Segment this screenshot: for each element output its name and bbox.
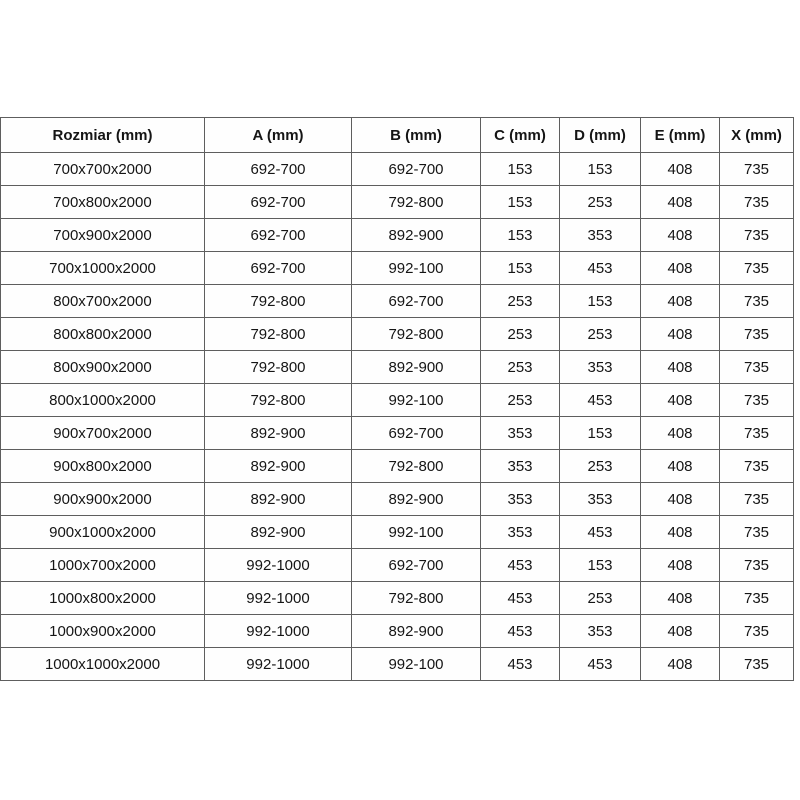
- table-cell: 992-100: [352, 384, 481, 417]
- header-row: [1, 118, 794, 153]
- table-cell: 692-700: [205, 186, 352, 219]
- table-cell: 792-800: [352, 318, 481, 351]
- table-cell: 735: [720, 186, 794, 219]
- table-cell: 153: [560, 549, 641, 582]
- table-row: [1, 186, 794, 219]
- table-cell: 900x900x2000: [1, 483, 205, 516]
- table-cell: 253: [481, 351, 560, 384]
- table-cell: 408: [641, 318, 720, 351]
- table-row: [1, 582, 794, 615]
- table-cell: 735: [720, 417, 794, 450]
- table-cell: 692-700: [205, 252, 352, 285]
- table-cell: 153: [481, 186, 560, 219]
- table-cell: 892-900: [205, 417, 352, 450]
- table-row: [1, 417, 794, 450]
- table-row: [1, 252, 794, 285]
- table-cell: 353: [481, 417, 560, 450]
- table-row: [1, 615, 794, 648]
- table-cell: 800x900x2000: [1, 351, 205, 384]
- table-cell: 692-700: [352, 417, 481, 450]
- table-cell: 735: [720, 318, 794, 351]
- table-cell: 353: [481, 450, 560, 483]
- table-cell: 408: [641, 351, 720, 384]
- table-cell: 692-700: [352, 285, 481, 318]
- table-cell: 735: [720, 153, 794, 186]
- table-cell: 992-1000: [205, 549, 352, 582]
- table-cell: 408: [641, 153, 720, 186]
- table-cell: 800x1000x2000: [1, 384, 205, 417]
- table-cell: 1000x700x2000: [1, 549, 205, 582]
- table-cell: 453: [560, 384, 641, 417]
- table-cell: 408: [641, 450, 720, 483]
- table-cell: 735: [720, 483, 794, 516]
- table-row: [1, 219, 794, 252]
- table-cell: 353: [560, 483, 641, 516]
- table-cell: 900x1000x2000: [1, 516, 205, 549]
- table-cell: 992-100: [352, 516, 481, 549]
- table-cell: 792-800: [205, 351, 352, 384]
- table-cell: 900x800x2000: [1, 450, 205, 483]
- table-cell: 792-800: [352, 186, 481, 219]
- table-row: [1, 153, 794, 186]
- table-cell: 992-1000: [205, 582, 352, 615]
- table-cell: 735: [720, 648, 794, 681]
- table-cell: 153: [481, 153, 560, 186]
- table-cell: 700x800x2000: [1, 186, 205, 219]
- table-cell: 1000x1000x2000: [1, 648, 205, 681]
- table-cell: 792-800: [205, 384, 352, 417]
- table-cell: 892-900: [205, 450, 352, 483]
- table-cell: 792-800: [205, 318, 352, 351]
- table-cell: 800x700x2000: [1, 285, 205, 318]
- table-row: [1, 516, 794, 549]
- table-cell: 353: [560, 219, 641, 252]
- header-cell: C (mm): [481, 118, 560, 153]
- table-cell: 735: [720, 615, 794, 648]
- table-cell: 408: [641, 483, 720, 516]
- table-cell: 153: [560, 417, 641, 450]
- header-cell: E (mm): [641, 118, 720, 153]
- table-cell: 253: [481, 318, 560, 351]
- table-cell: 735: [720, 582, 794, 615]
- table-cell: 408: [641, 186, 720, 219]
- table-cell: 735: [720, 384, 794, 417]
- table-cell: 735: [720, 219, 794, 252]
- table-cell: 453: [481, 582, 560, 615]
- table-cell: 353: [481, 483, 560, 516]
- header-cell: D (mm): [560, 118, 641, 153]
- table-cell: 892-900: [352, 219, 481, 252]
- table-cell: 1000x800x2000: [1, 582, 205, 615]
- table-body: [1, 153, 794, 681]
- table-cell: 792-800: [352, 450, 481, 483]
- header-cell: Rozmiar (mm): [1, 118, 205, 153]
- table-cell: 992-100: [352, 252, 481, 285]
- table-cell: 792-800: [205, 285, 352, 318]
- table-cell: 408: [641, 219, 720, 252]
- size-chart-container: [0, 117, 794, 681]
- table-cell: 353: [560, 615, 641, 648]
- table-cell: 253: [560, 186, 641, 219]
- table-cell: 892-900: [352, 483, 481, 516]
- table-cell: 353: [560, 351, 641, 384]
- table-row: [1, 351, 794, 384]
- table-cell: 1000x900x2000: [1, 615, 205, 648]
- table-cell: 253: [560, 582, 641, 615]
- table-cell: 253: [481, 285, 560, 318]
- table-cell: 735: [720, 285, 794, 318]
- table-cell: 453: [560, 252, 641, 285]
- table-cell: 153: [481, 252, 560, 285]
- table-row: [1, 648, 794, 681]
- table-cell: 735: [720, 450, 794, 483]
- header-cell: A (mm): [205, 118, 352, 153]
- table-cell: 735: [720, 549, 794, 582]
- table-cell: 253: [481, 384, 560, 417]
- table-cell: 408: [641, 417, 720, 450]
- table-cell: 408: [641, 516, 720, 549]
- table-cell: 892-900: [205, 516, 352, 549]
- table-row: [1, 285, 794, 318]
- table-cell: 992-1000: [205, 615, 352, 648]
- table-cell: 353: [481, 516, 560, 549]
- table-row: [1, 549, 794, 582]
- table-cell: 892-900: [205, 483, 352, 516]
- table-row: [1, 318, 794, 351]
- table-cell: 453: [481, 549, 560, 582]
- table-cell: 408: [641, 582, 720, 615]
- table-cell: 735: [720, 252, 794, 285]
- table-cell: 153: [560, 285, 641, 318]
- table-cell: 408: [641, 384, 720, 417]
- table-cell: 253: [560, 450, 641, 483]
- table-row: [1, 384, 794, 417]
- table-cell: 735: [720, 351, 794, 384]
- table-cell: 408: [641, 615, 720, 648]
- table-cell: 692-700: [205, 153, 352, 186]
- table-cell: 900x700x2000: [1, 417, 205, 450]
- table-cell: 700x1000x2000: [1, 252, 205, 285]
- table-cell: 408: [641, 252, 720, 285]
- table-cell: 992-100: [352, 648, 481, 681]
- table-header-row: [1, 118, 794, 153]
- header-cell: B (mm): [352, 118, 481, 153]
- header-cell: X (mm): [720, 118, 794, 153]
- table-cell: 692-700: [352, 153, 481, 186]
- table-cell: 992-1000: [205, 648, 352, 681]
- table-cell: 735: [720, 516, 794, 549]
- table-row: [1, 450, 794, 483]
- table-cell: 453: [560, 516, 641, 549]
- table-cell: 453: [481, 648, 560, 681]
- table-cell: 153: [560, 153, 641, 186]
- table-cell: 692-700: [205, 219, 352, 252]
- table-cell: 408: [641, 285, 720, 318]
- table-cell: 700x700x2000: [1, 153, 205, 186]
- table-cell: 892-900: [352, 351, 481, 384]
- table-cell: 153: [481, 219, 560, 252]
- table-cell: 800x800x2000: [1, 318, 205, 351]
- table-cell: 453: [481, 615, 560, 648]
- table-cell: 692-700: [352, 549, 481, 582]
- table-cell: 253: [560, 318, 641, 351]
- table-cell: 408: [641, 549, 720, 582]
- table-cell: 892-900: [352, 615, 481, 648]
- dimensions-table: [0, 117, 794, 681]
- table-cell: 453: [560, 648, 641, 681]
- table-cell: 408: [641, 648, 720, 681]
- table-cell: 792-800: [352, 582, 481, 615]
- table-cell: 700x900x2000: [1, 219, 205, 252]
- table-row: [1, 483, 794, 516]
